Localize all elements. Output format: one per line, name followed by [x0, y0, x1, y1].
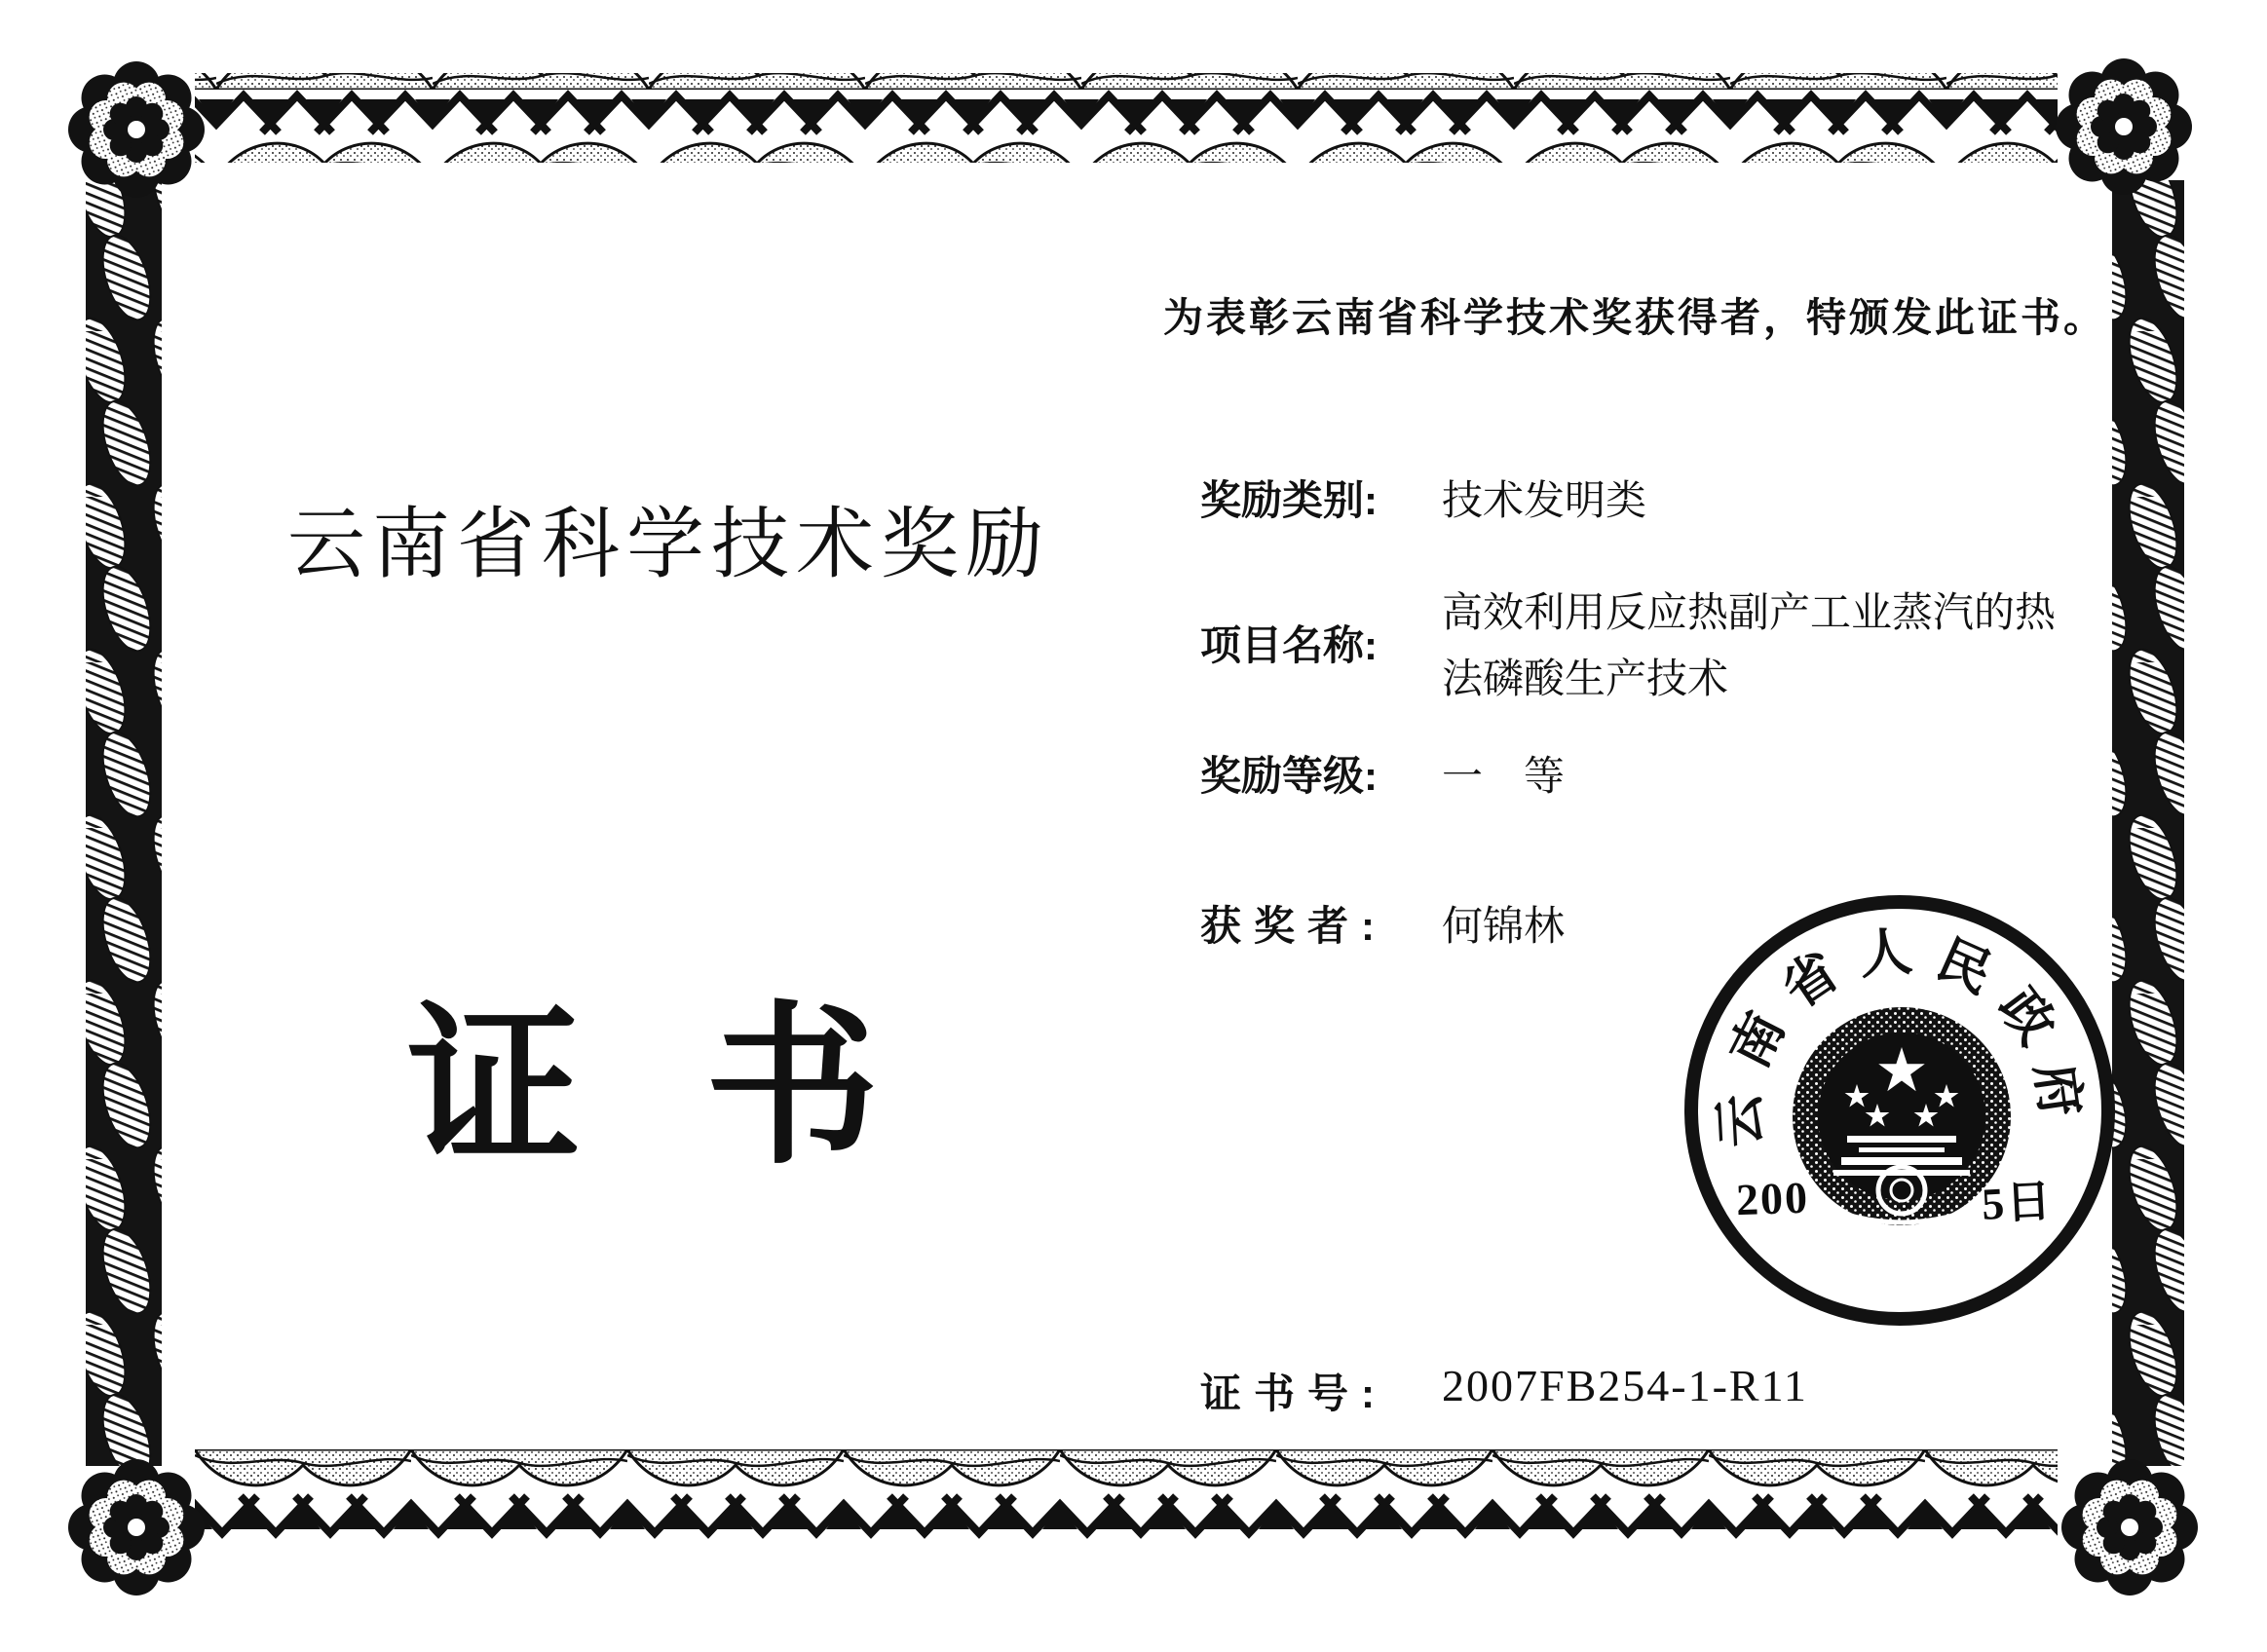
corner-rosette-icon: [2056, 58, 2192, 195]
seal-ring-char: 民: [1928, 929, 2001, 1005]
field-label-awardee: 获奖者:: [1200, 903, 1387, 949]
border-bottom-band: [195, 1449, 2058, 1539]
border-left-band: [86, 180, 162, 1466]
corner-rosette-icon: [2061, 1459, 2198, 1596]
field-label-certificate-number: 证书号:: [1200, 1370, 1387, 1416]
border-right-band: [2112, 180, 2184, 1466]
field-label-award-category: 奖励类别:: [1200, 477, 1378, 523]
seal-date-fragment-right: 5日: [1980, 1176, 2055, 1229]
field-value-awardee: 何锦林: [1442, 903, 1566, 949]
field-value-award-grade: 一 等: [1442, 753, 1566, 799]
national-emblem-icon: [1793, 1007, 2011, 1225]
seal-date-fragment-left: 200: [1735, 1172, 1810, 1225]
field-value-project-name: 高效利用反应热副产工业蒸汽的热法磷酸生产技术: [1442, 589, 2057, 702]
seal-ring-char: 南: [1719, 1003, 1796, 1077]
seal-ring-char: 府: [2024, 1060, 2091, 1121]
field-value-award-category: 技术发明类: [1442, 477, 1647, 523]
certificate-word: 证 书: [407, 990, 854, 1183]
seal-ring-char: 人: [1857, 921, 1915, 986]
corner-rosette-icon: [68, 61, 205, 198]
seal-ring-char: 云: [1710, 1093, 1772, 1149]
field-label-award-grade: 奖励等级:: [1200, 753, 1378, 799]
field-label-project-name: 项目名称:: [1200, 622, 1378, 668]
seal-ring-char: 省: [1772, 941, 1849, 1020]
border-top-band: [195, 73, 2058, 163]
certificate-title: 云南省科学技术奖励: [287, 501, 1050, 587]
declaration-text: 为表彰云南省科学技术奖获得者，特颁发此证书。: [1163, 295, 2106, 340]
field-value-certificate-number: 2007FB254-1-R11: [1442, 1361, 1808, 1410]
corner-rosette-icon: [68, 1459, 205, 1596]
seal-ring-char: 政: [1987, 977, 2066, 1056]
